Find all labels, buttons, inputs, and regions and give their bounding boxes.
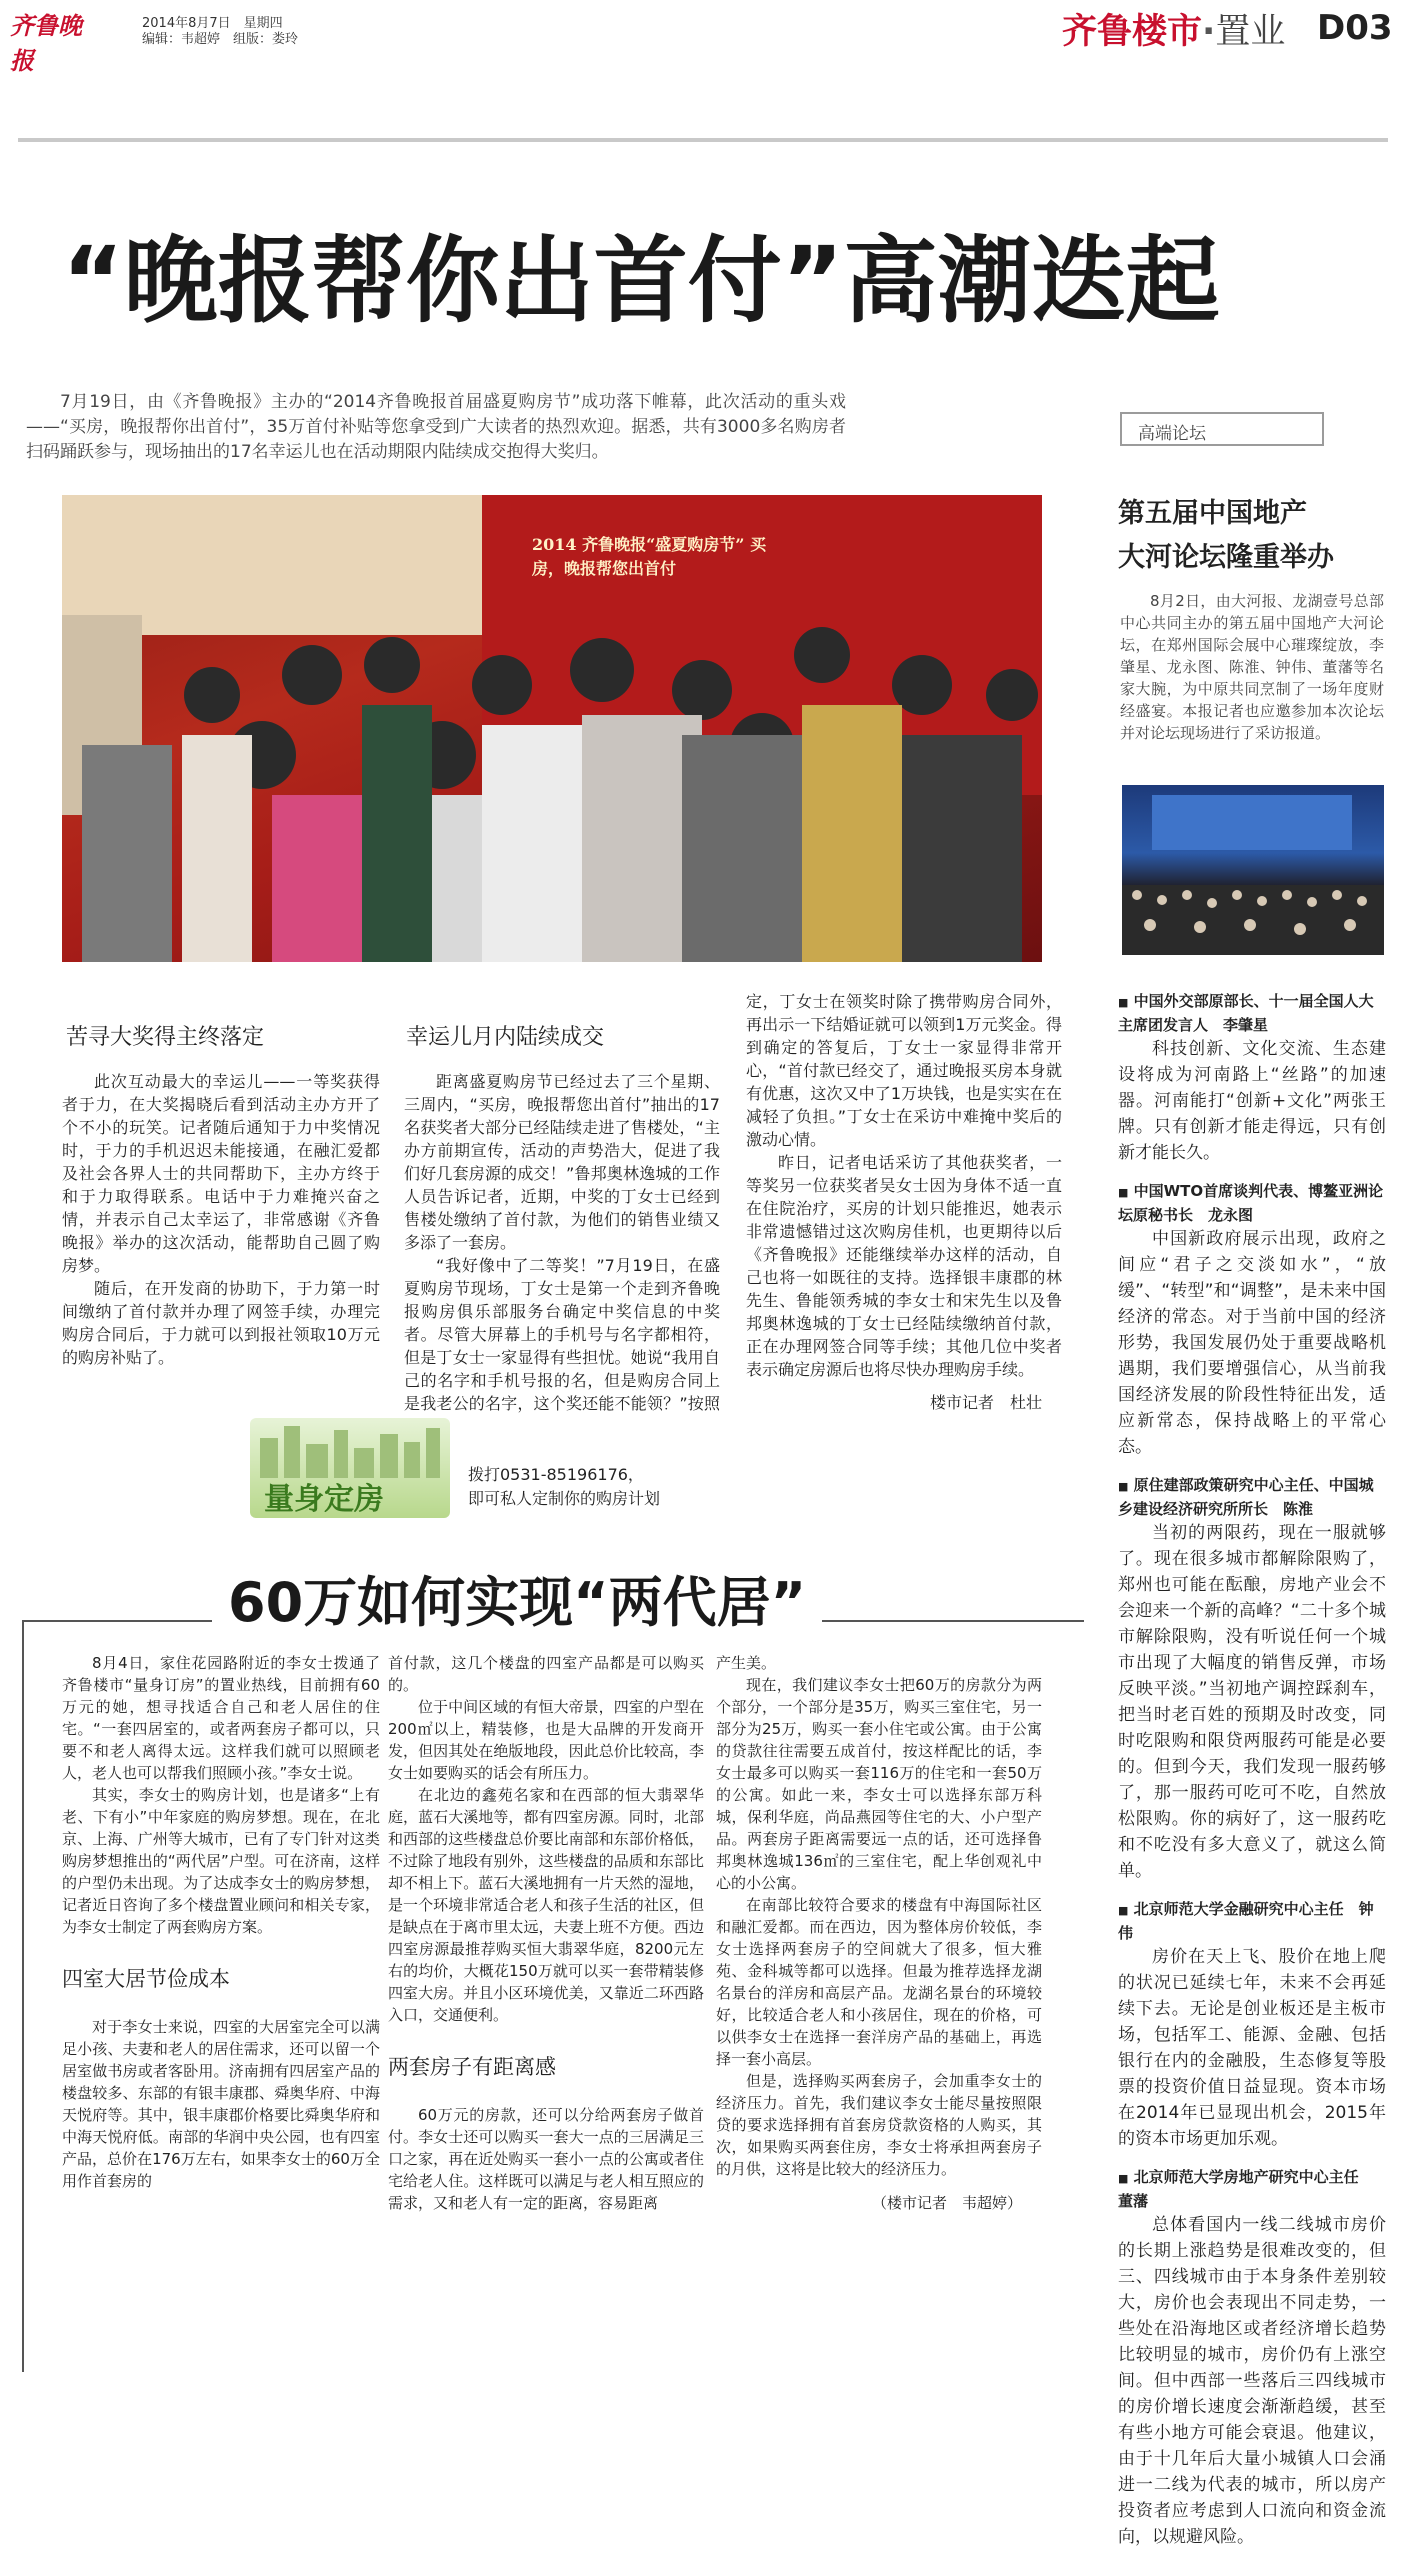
masthead-logo [10,6,94,75]
bottom-col2 [388,1652,704,2214]
sidebar-title-line1: 第五届中国地产 [1118,498,1307,529]
forum-audience-illustration [1122,785,1384,955]
col1-para-1: 此次互动最大的幸运儿——一等奖获得者于力，在大奖揭晓后看到活动主办方开了个不小的玩笑。记者随后通知于力中奖情况时，于力的手机迟迟未能接通，在融汇爱都及社会各界人士的共同帮助下，主办方终于和于力取得联系。电话中于力难掩兴奋之情，并表示自己太幸运了，非常感谢《齐鲁晚报》举办的这次活动，能帮助自己圆了购房梦。 [62,1072,380,1275]
service-phone-sub: 即可私人定制你的购房计划 [468,1489,661,1508]
quote-speaker: ■ 北京师范大学房地产研究中心主任 董藩 [1118,2168,1374,2210]
sidebar-lead [1120,590,1384,744]
forum-photo [1122,785,1384,955]
header-rule [18,138,1388,142]
section-title: 齐鲁楼市·置业 [1062,12,1286,52]
subsection-name: 置业 [1215,12,1286,52]
bcol3-para-3: 在南部比较符合要求的楼盘有中海国际社区和融汇爱都。而在西边，因为整体房价较低，李女士选择两套房子的空间就大了很多，恒大雅苑、金科城等都可以选择。但最为推荐选择龙湖名景台的洋房和高层产品。龙湖名景台的环境较好，比较适合老人和小孩居住，现在的价格，可以供李女士在选择一套洋房产品的基础上，再选择一套小高层。 [716,1896,1042,2068]
bcol3-para-2: 现在，我们建议李女士把60万的房款分为两个部分，一个部分是35万，购买三室住宅，另一部分为25万，购买一套小住宅或公寓。由于公寓的贷款往往需要五成首付，按这样配比的话，李女士最多可以购买一套116万的住宅和一套50万的公寓。如此一来，李女士可以选择东部万科城，保利华庭，尚品燕园等住宅的大、小户型产品。两套房子距离需要远一点的话，还可选择鲁邦奥林逸城136㎡的三室住宅，配上华创观礼中心的小公寓。 [716,1676,1042,1892]
bottom-byline: （楼市记者 韦超婷） [871,2194,1022,2212]
top-col2 [404,1070,720,1438]
service-phone: 拨打0531-85196176， [468,1465,644,1484]
main-headline: “晚报帮你出首付”高潮迭起 [62,227,1220,336]
section-name: 齐鲁楼市 [1062,12,1203,52]
quote-speaker: ■ 中国外交部原部长、十一届全国人大主席团发言人 李肇星 [1118,992,1374,1034]
col3-para-2: 昨日，记者电话采访了其他获奖者，一等奖另一位获奖者吴女士因为身体不适一直在住院治疗，买房的计划只能推迟，她表示非常遗憾错过这次购房佳机，也更期待以后《齐鲁晚报》还能继续举办这样的活动，自己也将一如既往的支持。选择银丰康郡的林先生、鲁能领秀城的李女士和宋先生以及鲁邦奥林逸城的丁女士已经陆续缴纳首付款，正在办理网签合同等手续；其他几位中奖者表示确定房源后也将尽快办理购房手续。 [746,1153,1062,1379]
bcol1-para-2: 其实，李女士的购房计划，也是诸多“上有老、下有小”中年家庭的购房梦想。现在，在北京、上海、广州等大城市，已有了专门针对这类购房梦想推出的“两代居”户型。可在济南，这样的户型仍未出现。为了达成李女士的购房梦想，记者近日咨询了多个楼盘置业顾问和相关专家，为李女士制定了两套购房方案。 [62,1786,380,1936]
quote-speaker: ■ 中国WTO首席谈判代表、博鳌亚洲论坛原秘书长 龙永图 [1118,1182,1384,1224]
bottom-col1 [62,1652,380,2192]
quote-block [1118,2166,1386,2550]
top-col1 [62,1070,380,1369]
bcol3-para-1: 产生美。 [716,1654,777,1672]
sidebar-quotes [1118,990,1386,2550]
col1-para-2: 随后，在开发商的协助下，于力第一时间缴纳了首付款并办理了网签手续，办理完购房合同后，于力就可以到报社领取10万元的购房补贴了。 [62,1279,380,1367]
quote-block [1118,1180,1386,1460]
page-number: D03 [1317,8,1393,48]
bcol1-subhead: 四室大居节俭成本 [62,1967,230,1991]
quote-text: 当初的两限药，现在一服就够了。现在很多城市都解除限购了，郑州也可能在酝酿，房地产业会不会迎来一个新的高峰？“二十多个城市解除限购，没有听说任何一个城市出现了大幅度的销售反弹，市场反映平淡。”当初地产调控踩刹车，把当时老百姓的预期及时改变，同时吃限购和限贷两服药可能是必要的。但到今天，我们发现一服药够了，那一服药可吃可不吃，自然放松限购。你的病好了，这一服药吃和不吃没有多大意义了，就这么简单。 [1118,1523,1386,1881]
quote-text: 科技创新、文化交流、生态建设将成为河南路上“丝路”的加速器。河南能打“创新+文化”两张王牌。只有创新才能走得远，只有创新才能长久。 [1118,1039,1386,1163]
sidebar-title-line2: 大河论坛隆重举办 [1118,542,1334,573]
quote-text: 房价在天上飞、股价在地上爬的状况已延续七年，未来不会再延续下去。无论是创业板还是主板市场，包括军工、能源、金融、包括银行在内的金融股，生态修复等股票的投资价值日益显现。资本市场在2014年已显现出机会，2015年的资本市场更加乐观。 [1118,1947,1386,2149]
quote-speaker: ■ 原住建部政策研究中心主任、中国城乡建设经济研究所所长 陈淮 [1118,1476,1374,1518]
event-photo [62,495,1042,962]
service-box [250,1418,990,1528]
lead-text: 7月19日，由《齐鲁晚报》主办的“2014齐鲁晚报首届盛夏购房节”成功落下帷幕，此次活动的重头戏——“买房，晚报帮你出首付”，35万首付补贴等您拿受到广大读者的热烈欢迎。据悉，共有3000多名购房者扫码踊跃参与，现场抽出的17名幸运儿也在活动期限内陆续成交抱得大奖归。 [26,392,846,462]
quote-block [1118,1898,1386,2152]
bottom-col3 [716,1652,1042,2214]
bottom-headline: 60万如何实现“两代居” [212,1560,822,1637]
editors-line: 编辑：韦超婷 组版：娄玲 [142,32,299,47]
top-byline: 楼市记者 杜壮 [929,1393,1042,1412]
quote-block [1118,990,1386,1166]
service-badge [250,1418,450,1518]
col1-subhead: 苦寻大奖得主终落定 [66,1025,265,1050]
sidebar-tag-box [1120,412,1324,446]
quote-text: 中国新政府展示出现，政府之间应“君子之交淡如水”，“放缓”、“转型”和“调整”，是未来中国经济的常态。对于当前中国的经济形势，我国发展仍处于重要战略机遇期，我们要增强信心，从当前我国经济发展的阶段性特征出发，适应新常态，保持战略上的平常心态。 [1118,1229,1386,1457]
bcol2-para-3: 在北边的鑫苑名家和在西部的恒大翡翠华庭，蓝石大溪地等，都有四室房源。同时，北部和西部的这些楼盘总价要比南部和东部价格低，不过除了地段有别外，这些楼盘的品质和东部比却不相上下。蓝石大溪地拥有一片天然的湿地，是一个环境非常适合老人和孩子生活的社区，但是缺点在于离市里太远，夫妻上班不方便。西边四室房源最推荐购买恒大翡翠华庭，8200元左右的均价，大概花150万就可以买一套带精装修四室大房。并且小区环境优美，又靠近二环西路入口，交通便利。 [388,1786,704,2024]
sidebar-title [1118,492,1378,580]
quote-block [1118,1474,1386,1884]
quote-speaker: ■ 北京师范大学金融研究中心主任 钟伟 [1118,1900,1374,1942]
logo-text: 齐鲁晚报 [10,11,82,75]
col3-para-1: 定，丁女士在领奖时除了携带购房合同外，再出示一下结婚证就可以领到1万元奖金。得到确定的答复后，丁女士一家显得非常开心，“首付款已经交了，通过晚报买房本身就有优惠，这次又中了1万块钱，也是实实在在减轻了负担。”丁女士在采访中难掩中奖后的激动心情。 [746,992,1062,1149]
lead-paragraph [26,390,846,465]
bcol2-para-1: 首付款，这几个楼盘的四室产品都是可以购买的。 [388,1654,704,1694]
col2-subhead: 幸运儿月内陆续成交 [406,1025,605,1050]
skyline-icon [250,1418,450,1478]
bcol2-subhead: 两套房子有距离感 [388,2055,556,2079]
sidebar-lead-text: 8月2日，由大河报、龙湖壹号总部中心共同主办的第五届中国地产大河论坛，在郑州国际会展中心璀璨绽放，李肇星、龙永图、陈淮、钟伟、董藩等名家大腕，为中原共同烹制了一场年度财经盛宴。本报记者也应邀参加本次论坛并对论坛现场进行了采访报道。 [1120,592,1384,742]
photo-banner-text: 2014 齐鲁晚报“盛夏购房节” 买房，晚报帮您出首付 [532,535,767,578]
service-badge-text: 量身定房 [264,1482,384,1517]
bcol1-para-1: 8月4日，家住花园路附近的李女士拨通了齐鲁楼市“量身订房”的置业热线，目前拥有60万元的她，想寻找适合自己和老人居住的住宅。“一套四居室的，或者两套房子都可以，只要不和老人离得太远。这样我们就可以照顾老人，老人也可以帮我们照顾小孩。”李女士说。 [62,1654,380,1782]
col2-para-2: “我好像中了二等奖！”7月19日，在盛夏购房节现场，丁女士是第一个走到齐鲁晚报购房俱乐部服务台确定中奖信息的中奖者。尽管大屏幕上的手机号与名字都相符，但是丁女士一家显得有些担忧。她说“我用自己的名字和手机号报的名，但是购房合同上是我老公的名字，这个奖还能不能领？”按照 [404,1256,720,1413]
bcol2-para-2: 位于中间区域的有恒大帝景，四室的户型在200㎡以上，精装修，也是大品牌的开发商开发，但因其处在绝版地段，因此总价比较高，李女士如要购买的话会有所压力。 [388,1698,704,1782]
quote-text: 总体看国内一线二线城市房价的长期上涨趋势是很难改变的，但三、四线城市由于本身条件差别较大，房价也会表现出不同走势，一些处在沿海地区或者经济增长趋势比较明显的城市，房价仍有上涨空间。但中西部一些落后三四线城市的房价增长速度会渐渐趋缓，甚至有些小地方可能会衰退。他建议，由于十几年后大量小城镇人口会涌进一二线为代表的城市，所以房产投资者应考虑到人口流向和资金流向，以规避风险。 [1118,2215,1386,2547]
bcol2-para-4: 60万元的房款，还可以分给两套房子做首付。李女士还可以购买一套大一点的三居满足三口之家，再在近处购买一套小一点的公寓或者住宅给老人住。这样既可以满足与老人相互照应的需求，又和老人有一定的距离，容易距离 [388,2106,704,2212]
bcol3-para-4: 但是，选择购买两套房子，会加重李女士的经济压力。首先，我们建议李女士能尽量按照限贷的要求选择拥有首套房贷款资格的人购买，其次，如果购买两套住房，李女士将承担两套房子的月供，这将是比较大的经济压力。 [716,2072,1042,2178]
issue-date: 2014年8月7日 星期四 [142,16,283,31]
top-col3 [746,990,1062,1414]
sidebar-tag: 高端论坛 [1138,424,1206,444]
col2-para-1: 距离盛夏购房节已经过去了三个星期、三周内，“买房，晚报帮您出首付”抽出的17名获奖者大部分已经陆续走进了售楼处，“主办方前期宣传，活动的声势浩大，促进了我们好几套房源的成交！”鲁邦奥林逸城的工作人员告诉记者，近期，中奖的丁女士已经到售楼处缴纳了首付款，为他们的销售业绩又多添了一套房。 [404,1072,720,1252]
bcol1-para-3: 对于李女士来说，四室的大居室完全可以满足小孩、夫妻和老人的居住需求，还可以留一个居室做书房或者客卧用。济南拥有四居室产品的楼盘较多、东部的有银丰康郡、舜奥华府、中海天悦府等。其中，银丰康郡价格要比舜奥华府和中海天悦府低。南部的华润中央公园，也有四室产品，总价在176万左右，如果李女士的60万全用作首套房的 [62,2018,380,2190]
